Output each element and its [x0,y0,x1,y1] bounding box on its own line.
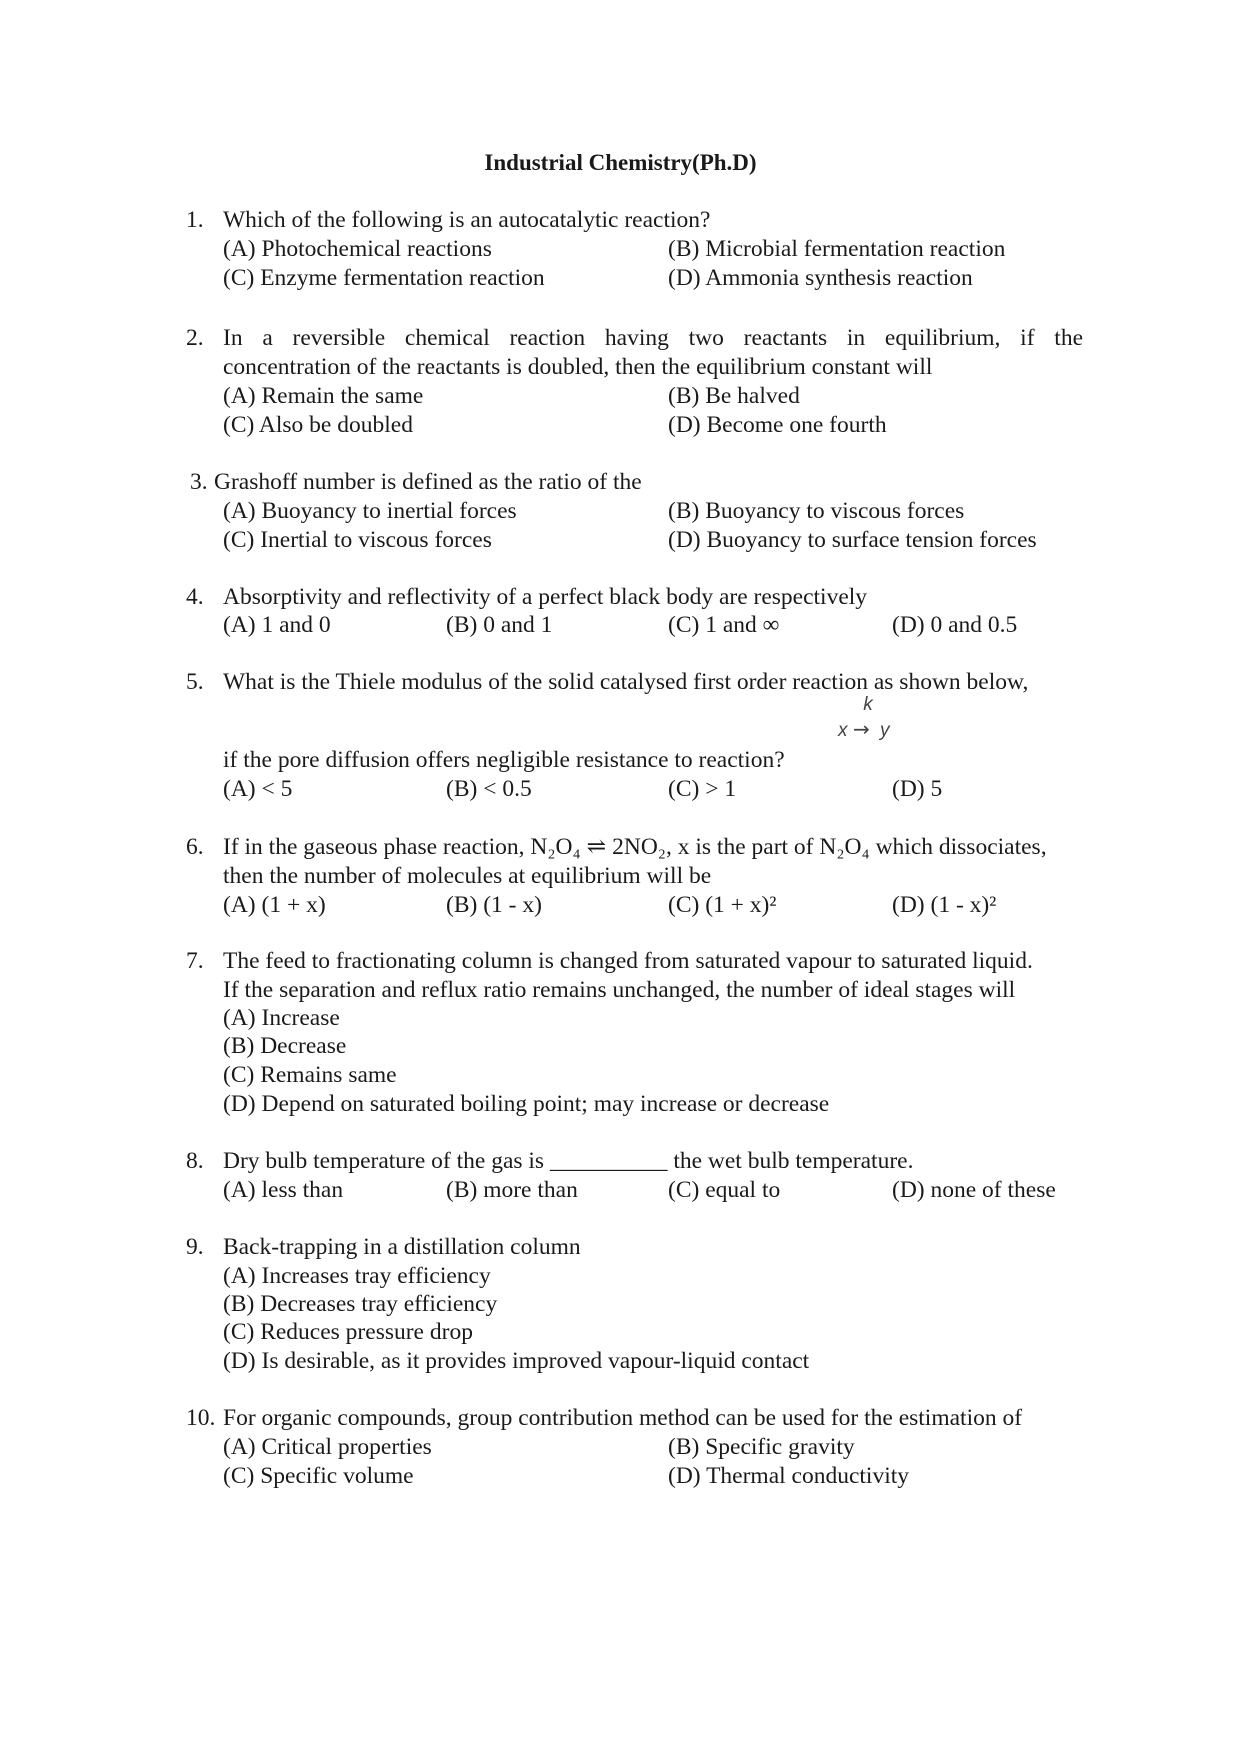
option-d: (D) none of these [892,1177,1056,1203]
question-number: 4. [186,584,204,610]
option-a: (A) Increases tray efficiency [223,1263,491,1289]
option-b: (B) Microbial fermentation reaction [668,236,1006,262]
question-number: 3. [190,469,208,495]
question-number: 7. [186,948,204,974]
option-d: (D) Buoyancy to surface tension forces [668,527,1037,553]
product-y: y [880,720,890,741]
question-text-line-1: In a reversible chemical reaction having two reactants in equilibrium, if the [223,325,1083,351]
option-d: (D) 5 [892,776,943,802]
option-d: (D) 0 and 0.5 [892,612,1018,638]
option-a: (A) Photochemical reactions [223,236,492,262]
option-c: (C) Enzyme fermentation reaction [223,265,545,291]
question-number: 9. [186,1234,204,1260]
question-text: Dry bulb temperature of the gas is __________ the wet bulb temperature. [223,1148,914,1174]
question-text: Which of the following is an autocatalytic reaction? [223,207,711,233]
option-d: (D) Ammonia synthesis reaction [668,265,973,291]
option-d: (D) Become one fourth [668,412,887,438]
option-a: (A) Increase [223,1005,340,1031]
option-a: (A) Remain the same [223,383,424,409]
option-b: (B) Decreases tray efficiency [223,1291,498,1317]
option-a: (A) 1 and 0 [223,612,331,638]
option-d: (D) (1 - x)² [892,892,997,918]
question-number: 2. [186,325,204,351]
question-number: 10. [186,1405,216,1431]
question-number: 1. [186,207,204,233]
option-b: (B) Decrease [223,1033,347,1059]
question-text-line-1: If in the gaseous phase reaction, N₂O₄ ⇌ 2NO₂, x is the part of N₂O₄ which dissociates, [223,834,1047,860]
option-c: (C) equal to [668,1177,781,1203]
option-a: (A) Critical properties [223,1434,432,1460]
option-a: (A) less than [223,1177,344,1203]
rate-constant-k: k [863,694,873,715]
question-number: 5. [186,669,204,695]
option-c: (C) Remains same [223,1062,397,1088]
option-c: (C) > 1 [668,776,737,802]
reaction-equation [832,690,902,746]
question-text-line-1: The feed to fractionating column is changed from saturated vapour to saturated liquid. [223,948,1033,974]
option-b: (B) more than [446,1177,578,1203]
question-text-line-2: if the pore diffusion offers negligible resistance to reaction? [223,747,785,773]
question-text-line-1: What is the Thiele modulus of the solid catalysed first order reaction as shown below, [223,669,1029,695]
option-c: (C) Specific volume [223,1463,414,1489]
option-b: (B) Buoyancy to viscous forces [668,498,965,524]
option-a: (A) Buoyancy to inertial forces [223,498,517,524]
option-b: (B) (1 - x) [446,892,542,918]
question-text-line-2: If the separation and reflux ratio remains unchanged, the number of ideal stages will [223,977,1016,1003]
question-text: Absorptivity and reflectivity of a perfect black body are respectively [223,584,868,610]
option-d: (D) Is desirable, as it provides improved vapour-liquid contact [223,1348,810,1374]
question-number: 6. [186,834,204,860]
option-a: (A) < 5 [223,776,293,802]
option-d: (D) Thermal conductivity [668,1463,910,1489]
question-text-line-2: concentration of the reactants is doubled, then the equilibrium constant will [223,354,933,380]
reaction-arrow-icon: → [853,717,870,741]
page-title: Industrial Chemistry(Ph.D) [484,150,757,175]
question-text: Back-trapping in a distillation column [223,1234,581,1260]
option-b: (B) 0 and 1 [446,612,553,638]
option-c: (C) Also be doubled [223,412,413,438]
option-d: (D) Depend on saturated boiling point; may increase or decrease [223,1091,830,1117]
option-c: (C) Inertial to viscous forces [223,527,492,553]
question-number: 8. [186,1148,204,1174]
option-b: (B) Be halved [668,383,800,409]
question-text: For organic compounds, group contribution method can be used for the estimation of [223,1405,1023,1431]
option-c: (C) (1 + x)² [668,892,777,918]
option-a: (A) (1 + x) [223,892,326,918]
option-b: (B) < 0.5 [446,776,532,802]
question-text: Grashoff number is defined as the ratio of the [214,469,642,495]
question-text-line-2: then the number of molecules at equilibrium will be [223,863,712,889]
reactant-x: x [838,720,848,741]
option-b: (B) Specific gravity [668,1434,855,1460]
option-c: (C) Reduces pressure drop [223,1319,473,1345]
option-c: (C) 1 and ∞ [668,612,780,638]
